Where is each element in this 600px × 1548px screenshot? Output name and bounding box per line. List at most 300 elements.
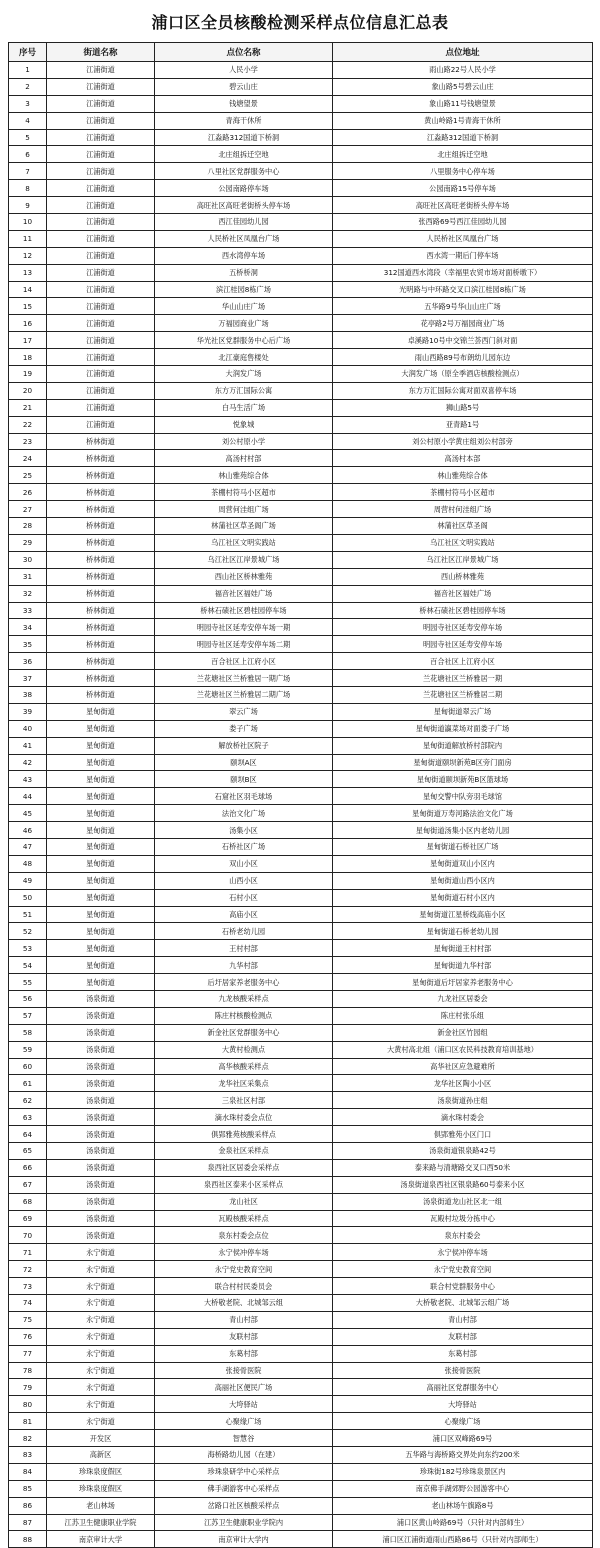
cell-site-address: 高汤村本部 — [333, 450, 593, 467]
table-row — [9, 619, 593, 636]
cell-street: 江浦街道 — [47, 264, 155, 281]
cell-site-name: 高庙小区 — [155, 906, 333, 923]
header-site-address: 点位地址 — [333, 43, 593, 62]
cell-index: 9 — [9, 197, 47, 214]
cell-site-address: 星甸交警中队旁羽毛球馆 — [333, 788, 593, 805]
cell-street: 汤泉街道 — [47, 1126, 155, 1143]
header-street: 街道名称 — [47, 43, 155, 62]
table-row — [9, 366, 593, 383]
table-row — [9, 78, 593, 95]
cell-site-address: 星甸街道汤集小区内老幼儿园 — [333, 822, 593, 839]
cell-site-address: 珍珠街182号珍珠泉景区内 — [333, 1463, 593, 1480]
cell-index: 28 — [9, 518, 47, 535]
cell-index: 30 — [9, 551, 47, 568]
cell-index: 73 — [9, 1278, 47, 1295]
cell-site-address: 陈庄村张乐组 — [333, 1007, 593, 1024]
table-row — [9, 1497, 593, 1514]
cell-site-address: 西水湾一期后门停车场 — [333, 247, 593, 264]
table-row — [9, 1514, 593, 1531]
table-row — [9, 146, 593, 163]
table-row — [9, 214, 593, 231]
table-row — [9, 264, 593, 281]
cell-index: 62 — [9, 1092, 47, 1109]
cell-index: 49 — [9, 872, 47, 889]
cell-site-address: 星甸街道王村村部 — [333, 940, 593, 957]
table-row — [9, 501, 593, 518]
cell-site-address: 雨山路22号人民小学 — [333, 62, 593, 79]
cell-site-address: 林蒲社区草圣阁 — [333, 518, 593, 535]
cell-street: 高新区 — [47, 1447, 155, 1464]
table-row — [9, 332, 593, 349]
cell-site-address: 心聚缘广场 — [333, 1413, 593, 1430]
cell-site-name: 俱郢雅苑核酸采样点 — [155, 1126, 333, 1143]
cell-site-name: 高丽社区便民广场 — [155, 1379, 333, 1396]
cell-street: 永宁街道 — [47, 1278, 155, 1295]
cell-site-name: 东葛村部 — [155, 1345, 333, 1362]
cell-street: 星甸街道 — [47, 838, 155, 855]
cell-site-address: 百合社区上江府小区 — [333, 653, 593, 670]
cell-street: 汤泉街道 — [47, 1227, 155, 1244]
table-row — [9, 568, 593, 585]
cell-index: 83 — [9, 1447, 47, 1464]
cell-street: 江浦街道 — [47, 332, 155, 349]
cell-street: 桥林街道 — [47, 568, 155, 585]
cell-street: 桥林街道 — [47, 534, 155, 551]
cell-site-address: 大黄村高北组（浦口区农民科技教育培训基地） — [333, 1041, 593, 1058]
cell-street: 江浦街道 — [47, 382, 155, 399]
cell-street: 江浦街道 — [47, 230, 155, 247]
table-row — [9, 247, 593, 264]
table-row — [9, 872, 593, 889]
table-row — [9, 349, 593, 366]
cell-street: 汤泉街道 — [47, 1176, 155, 1193]
cell-index: 21 — [9, 399, 47, 416]
table-row — [9, 95, 593, 112]
cell-index: 65 — [9, 1143, 47, 1160]
table-row — [9, 1328, 593, 1345]
cell-site-name: 东方万汇国际公寓 — [155, 382, 333, 399]
cell-street: 星甸街道 — [47, 872, 155, 889]
cell-street: 汤泉街道 — [47, 1041, 155, 1058]
cell-index: 81 — [9, 1413, 47, 1430]
cell-street: 星甸街道 — [47, 822, 155, 839]
cell-site-address: 刘公村原小学黄庄组刘公村部旁 — [333, 433, 593, 450]
cell-site-address: 龙华社区陶小小区 — [333, 1075, 593, 1092]
cell-index: 5 — [9, 129, 47, 146]
cell-site-name: 北庄组拆迁空地 — [155, 146, 333, 163]
cell-site-name: 泉西社区居委会采样点 — [155, 1159, 333, 1176]
cell-site-name: 人民小学 — [155, 62, 333, 79]
table-row — [9, 1244, 593, 1261]
cell-street: 星甸街道 — [47, 855, 155, 872]
table-row — [9, 1531, 593, 1548]
table-body — [9, 62, 593, 1548]
cell-street: 珍珠泉度假区 — [47, 1480, 155, 1497]
cell-site-name: 明园寺社区延寿安停车场二期 — [155, 636, 333, 653]
cell-site-name: 桥林石碛社区碧桂园停车场 — [155, 602, 333, 619]
table-row — [9, 1041, 593, 1058]
cell-site-name: 双山小区 — [155, 855, 333, 872]
cell-index: 47 — [9, 838, 47, 855]
cell-index: 77 — [9, 1345, 47, 1362]
table-row — [9, 754, 593, 771]
cell-street: 桥林街道 — [47, 653, 155, 670]
cell-site-address: 兰花塘社区兰桥雅居二期 — [333, 686, 593, 703]
cell-street: 江浦街道 — [47, 78, 155, 95]
cell-site-name: 高华核酸采样点 — [155, 1058, 333, 1075]
cell-site-name: 陈庄村核酸检测点 — [155, 1007, 333, 1024]
cell-site-address: 汤泉街道泉西社区银泉路60号泰来小区 — [333, 1176, 593, 1193]
table-row — [9, 399, 593, 416]
cell-site-name: 大润发广场 — [155, 366, 333, 383]
table-row — [9, 889, 593, 906]
cell-index: 66 — [9, 1159, 47, 1176]
cell-street: 桥林街道 — [47, 686, 155, 703]
cell-index: 54 — [9, 957, 47, 974]
cell-site-name: 山西小区 — [155, 872, 333, 889]
cell-street: 汤泉街道 — [47, 1143, 155, 1160]
cell-street: 星甸街道 — [47, 957, 155, 974]
table-row — [9, 551, 593, 568]
table-row — [9, 1396, 593, 1413]
cell-index: 43 — [9, 771, 47, 788]
cell-street: 桥林街道 — [47, 518, 155, 535]
cell-site-address: 高旺社区高旺老街桥头停车场 — [333, 197, 593, 214]
cell-site-address: 乌江社区文明实践站 — [333, 534, 593, 551]
cell-index: 53 — [9, 940, 47, 957]
cell-street: 江浦街道 — [47, 399, 155, 416]
cell-site-address: 泰来路与清塘路交叉口西50米 — [333, 1159, 593, 1176]
table-row — [9, 1227, 593, 1244]
table-row — [9, 1024, 593, 1041]
cell-index: 19 — [9, 366, 47, 383]
cell-site-name: 福音社区福娃广场 — [155, 585, 333, 602]
cell-street: 江浦街道 — [47, 416, 155, 433]
cell-site-name: 智慧谷 — [155, 1430, 333, 1447]
cell-index: 18 — [9, 349, 47, 366]
cell-site-address: 大润发广场（原全季酒店核酸检测点） — [333, 366, 593, 383]
cell-street: 星甸街道 — [47, 720, 155, 737]
cell-site-name: 后圩居家养老服务中心 — [155, 974, 333, 991]
table-row — [9, 382, 593, 399]
cell-street: 桥林街道 — [47, 670, 155, 687]
table-row — [9, 1261, 593, 1278]
cell-street: 星甸街道 — [47, 737, 155, 754]
cell-site-address: 桥林石碛社区碧桂园停车场 — [333, 602, 593, 619]
cell-site-address: 象山路5号碧云山庄 — [333, 78, 593, 95]
table-row — [9, 1159, 593, 1176]
cell-site-name: 颐坝B区 — [155, 771, 333, 788]
cell-site-name: 华山山庄广场 — [155, 298, 333, 315]
table-row — [9, 1109, 593, 1126]
cell-index: 76 — [9, 1328, 47, 1345]
cell-index: 34 — [9, 619, 47, 636]
cell-site-address: 人民桥社区凤凰台广场 — [333, 230, 593, 247]
cell-site-address: 星甸街道后圩居家养老服务中心 — [333, 974, 593, 991]
cell-site-name: 茶棚村符马小区超市 — [155, 484, 333, 501]
cell-index: 1 — [9, 62, 47, 79]
cell-site-name: 石窟社区羽毛球场 — [155, 788, 333, 805]
cell-index: 59 — [9, 1041, 47, 1058]
cell-site-address: 星甸街道石桥社区广场 — [333, 838, 593, 855]
cell-index: 42 — [9, 754, 47, 771]
cell-street: 桥林街道 — [47, 450, 155, 467]
table-row — [9, 315, 593, 332]
cell-index: 15 — [9, 298, 47, 315]
cell-street: 江浦街道 — [47, 349, 155, 366]
table-row — [9, 1210, 593, 1227]
table-row — [9, 771, 593, 788]
cell-site-name: 刘公村原小学 — [155, 433, 333, 450]
cell-street: 江浦街道 — [47, 146, 155, 163]
cell-street: 汤泉街道 — [47, 1159, 155, 1176]
cell-site-name: 华光社区党群服务中心后广场 — [155, 332, 333, 349]
table-row — [9, 1345, 593, 1362]
table-row — [9, 670, 593, 687]
cell-site-name: 林山雅苑综合体 — [155, 467, 333, 484]
cell-site-address: 明园寺社区延寿安停车场 — [333, 636, 593, 653]
cell-index: 85 — [9, 1480, 47, 1497]
cell-index: 20 — [9, 382, 47, 399]
cell-street: 江浦街道 — [47, 129, 155, 146]
table-row — [9, 703, 593, 720]
cell-index: 8 — [9, 180, 47, 197]
cell-site-address: 俱郢雅苑小区门口 — [333, 1126, 593, 1143]
table-row — [9, 1413, 593, 1430]
cell-site-name: 西水湾停车场 — [155, 247, 333, 264]
cell-site-name: 永宁党史教育空间 — [155, 1261, 333, 1278]
table-row — [9, 1075, 593, 1092]
table-row — [9, 484, 593, 501]
cell-street: 汤泉街道 — [47, 1007, 155, 1024]
cell-site-name: 法治文化广场 — [155, 805, 333, 822]
cell-street: 江浦街道 — [47, 247, 155, 264]
cell-site-name: 王村村部 — [155, 940, 333, 957]
cell-site-name: 青海干休所 — [155, 112, 333, 129]
cell-site-name: 永宁侯冲停车场 — [155, 1244, 333, 1261]
cell-index: 32 — [9, 585, 47, 602]
cell-index: 11 — [9, 230, 47, 247]
cell-site-name: 林蒲社区草圣阁广场 — [155, 518, 333, 535]
cell-index: 23 — [9, 433, 47, 450]
cell-site-address: 高华社区应急避难所 — [333, 1058, 593, 1075]
cell-site-name: 西山社区桥林雅苑 — [155, 568, 333, 585]
cell-index: 24 — [9, 450, 47, 467]
cell-index: 57 — [9, 1007, 47, 1024]
cell-index: 61 — [9, 1075, 47, 1092]
cell-site-name: 石村小区 — [155, 889, 333, 906]
cell-index: 87 — [9, 1514, 47, 1531]
table-row — [9, 518, 593, 535]
cell-street: 桥林街道 — [47, 551, 155, 568]
cell-site-address: 公园南路15号停车场 — [333, 180, 593, 197]
cell-site-address: 星甸街道颐坝新苑B区旁门面房 — [333, 754, 593, 771]
cell-site-name: 龙山社区 — [155, 1193, 333, 1210]
cell-site-address: 五华路与海桥路交界处向东约200米 — [333, 1447, 593, 1464]
cell-site-name: 八里社区党群服务中心 — [155, 163, 333, 180]
cell-site-name: 佛手湖游客中心采样点 — [155, 1480, 333, 1497]
cell-street: 桥林街道 — [47, 636, 155, 653]
table-row — [9, 1143, 593, 1160]
cell-site-name: 解放桥社区院子 — [155, 737, 333, 754]
cell-index: 75 — [9, 1311, 47, 1328]
cell-street: 汤泉街道 — [47, 1075, 155, 1092]
cell-site-name: 青山村部 — [155, 1311, 333, 1328]
table-row — [9, 805, 593, 822]
table-row — [9, 180, 593, 197]
cell-street: 开发区 — [47, 1430, 155, 1447]
cell-street: 南京审计大学 — [47, 1531, 155, 1548]
cell-street: 珍珠泉度假区 — [47, 1463, 155, 1480]
cell-site-name: 汤集小区 — [155, 822, 333, 839]
cell-site-address: 星甸街道翠云广场 — [333, 703, 593, 720]
cell-street: 江苏卫生健康职业学院 — [47, 1514, 155, 1531]
cell-site-address: 张接骨医院 — [333, 1362, 593, 1379]
table-row — [9, 1311, 593, 1328]
cell-site-address: 友联村部 — [333, 1328, 593, 1345]
cell-street: 老山林场 — [47, 1497, 155, 1514]
cell-site-address: 茶棚村符马小区超市 — [333, 484, 593, 501]
cell-site-name: 西江佳园幼儿园 — [155, 214, 333, 231]
cell-site-address: 福音社区福娃广场 — [333, 585, 593, 602]
cell-site-address: 星甸街道颐坝新苑B区篮球场 — [333, 771, 593, 788]
cell-site-name: 江淼路312国道下桥洞 — [155, 129, 333, 146]
cell-index: 45 — [9, 805, 47, 822]
cell-site-address: 泉东村委会 — [333, 1227, 593, 1244]
cell-site-name: 人民桥社区凤凰台广场 — [155, 230, 333, 247]
cell-site-name: 高旺社区高旺老街桥头停车场 — [155, 197, 333, 214]
cell-site-name: 白马生活广场 — [155, 399, 333, 416]
cell-site-name: 友联村部 — [155, 1328, 333, 1345]
cell-site-address: 汤泉街道孙庄组 — [333, 1092, 593, 1109]
cell-site-name: 滴水珠村委会点位 — [155, 1109, 333, 1126]
cell-street: 桥林街道 — [47, 602, 155, 619]
cell-index: 68 — [9, 1193, 47, 1210]
cell-site-address: 黄山岭路1号青海干休所 — [333, 112, 593, 129]
cell-site-address: 星甸街道双山小区内 — [333, 855, 593, 872]
cell-index: 3 — [9, 95, 47, 112]
cell-site-name: 岔路口社区核酸采样点 — [155, 1497, 333, 1514]
cell-street: 江浦街道 — [47, 95, 155, 112]
cell-index: 55 — [9, 974, 47, 991]
cell-index: 39 — [9, 703, 47, 720]
cell-street: 桥林街道 — [47, 467, 155, 484]
cell-street: 江浦街道 — [47, 62, 155, 79]
cell-street: 星甸街道 — [47, 703, 155, 720]
cell-index: 70 — [9, 1227, 47, 1244]
cell-site-address: 九龙社区居委会 — [333, 990, 593, 1007]
table-row — [9, 990, 593, 1007]
table-row — [9, 1447, 593, 1464]
cell-site-address: 大垮驿站 — [333, 1396, 593, 1413]
cell-site-name: 金泉社区采样点 — [155, 1143, 333, 1160]
cell-site-address: 浦口区江浦街道雨山西路86号（只针对内部师生） — [333, 1531, 593, 1548]
table-row — [9, 1092, 593, 1109]
cell-street: 永宁街道 — [47, 1379, 155, 1396]
cell-street: 永宁街道 — [47, 1413, 155, 1430]
cell-index: 56 — [9, 990, 47, 1007]
table-row — [9, 1126, 593, 1143]
header-index: 序号 — [9, 43, 47, 62]
cell-site-name: 大垮驿站 — [155, 1396, 333, 1413]
cell-site-address: 高丽社区党群服务中心 — [333, 1379, 593, 1396]
cell-site-address: 兰花塘社区兰桥雅居一期 — [333, 670, 593, 687]
cell-site-address: 狮山路5号 — [333, 399, 593, 416]
cell-site-name: 三泉社区村部 — [155, 1092, 333, 1109]
table-row — [9, 940, 593, 957]
cell-site-name: 高汤村村部 — [155, 450, 333, 467]
cell-site-address: 大桥敬老院、北城邹云组广场 — [333, 1295, 593, 1312]
cell-index: 78 — [9, 1362, 47, 1379]
cell-site-address: 林山雅苑综合体 — [333, 467, 593, 484]
cell-site-address: 星甸街道江星桥线高庙小区 — [333, 906, 593, 923]
cell-street: 汤泉街道 — [47, 1058, 155, 1075]
table-row — [9, 281, 593, 298]
table-row — [9, 653, 593, 670]
cell-street: 星甸街道 — [47, 771, 155, 788]
cell-index: 12 — [9, 247, 47, 264]
cell-index: 50 — [9, 889, 47, 906]
cell-index: 14 — [9, 281, 47, 298]
cell-site-name: 公园南路停车场 — [155, 180, 333, 197]
cell-street: 江浦街道 — [47, 214, 155, 231]
cell-site-address: 浦口区双峰路69号 — [333, 1430, 593, 1447]
cell-index: 80 — [9, 1396, 47, 1413]
cell-index: 60 — [9, 1058, 47, 1075]
cell-site-address: 南京佛手湖郊野公园游客中心 — [333, 1480, 593, 1497]
cell-site-name: 泉西社区泰来小区采样点 — [155, 1176, 333, 1193]
table-row — [9, 112, 593, 129]
table-row — [9, 923, 593, 940]
cell-street: 星甸街道 — [47, 906, 155, 923]
cell-index: 67 — [9, 1176, 47, 1193]
cell-site-address: 北庄组拆迁空地 — [333, 146, 593, 163]
table-header-row — [9, 43, 593, 62]
cell-street: 桥林街道 — [47, 433, 155, 450]
cell-index: 25 — [9, 467, 47, 484]
cell-index: 46 — [9, 822, 47, 839]
cell-index: 63 — [9, 1109, 47, 1126]
table-row — [9, 1176, 593, 1193]
cell-site-name: 石桥社区广场 — [155, 838, 333, 855]
table-row — [9, 1430, 593, 1447]
cell-index: 74 — [9, 1295, 47, 1312]
page-title: 浦口区全员核酸检测采样点位信息汇总表 — [151, 13, 449, 32]
cell-site-address: 五华路9号华山山庄广场 — [333, 298, 593, 315]
cell-site-name: 石桥老幼儿园 — [155, 923, 333, 940]
cell-index: 88 — [9, 1531, 47, 1548]
cell-index: 48 — [9, 855, 47, 872]
cell-street: 江浦街道 — [47, 366, 155, 383]
cell-site-name: 颐坝A区 — [155, 754, 333, 771]
table-row — [9, 230, 593, 247]
cell-site-name: 翠云广场 — [155, 703, 333, 720]
cell-street: 江浦街道 — [47, 197, 155, 214]
cell-site-address: 联合村党群服务中心 — [333, 1278, 593, 1295]
table-row — [9, 416, 593, 433]
table-row — [9, 1193, 593, 1210]
cell-site-name: 联合村村民委员会 — [155, 1278, 333, 1295]
cell-site-name: 碧云山庄 — [155, 78, 333, 95]
cell-street: 永宁街道 — [47, 1295, 155, 1312]
table-row — [9, 957, 593, 974]
cell-site-address: 卓溪路10号中交锦兰荟西门斜对面 — [333, 332, 593, 349]
cell-site-address: 瓦殿村垃圾分拣中心 — [333, 1210, 593, 1227]
cell-index: 27 — [9, 501, 47, 518]
cell-street: 星甸街道 — [47, 754, 155, 771]
cell-site-address: 周营村何洼组广场 — [333, 501, 593, 518]
cell-site-name: 珍珠泉研学中心采样点 — [155, 1463, 333, 1480]
